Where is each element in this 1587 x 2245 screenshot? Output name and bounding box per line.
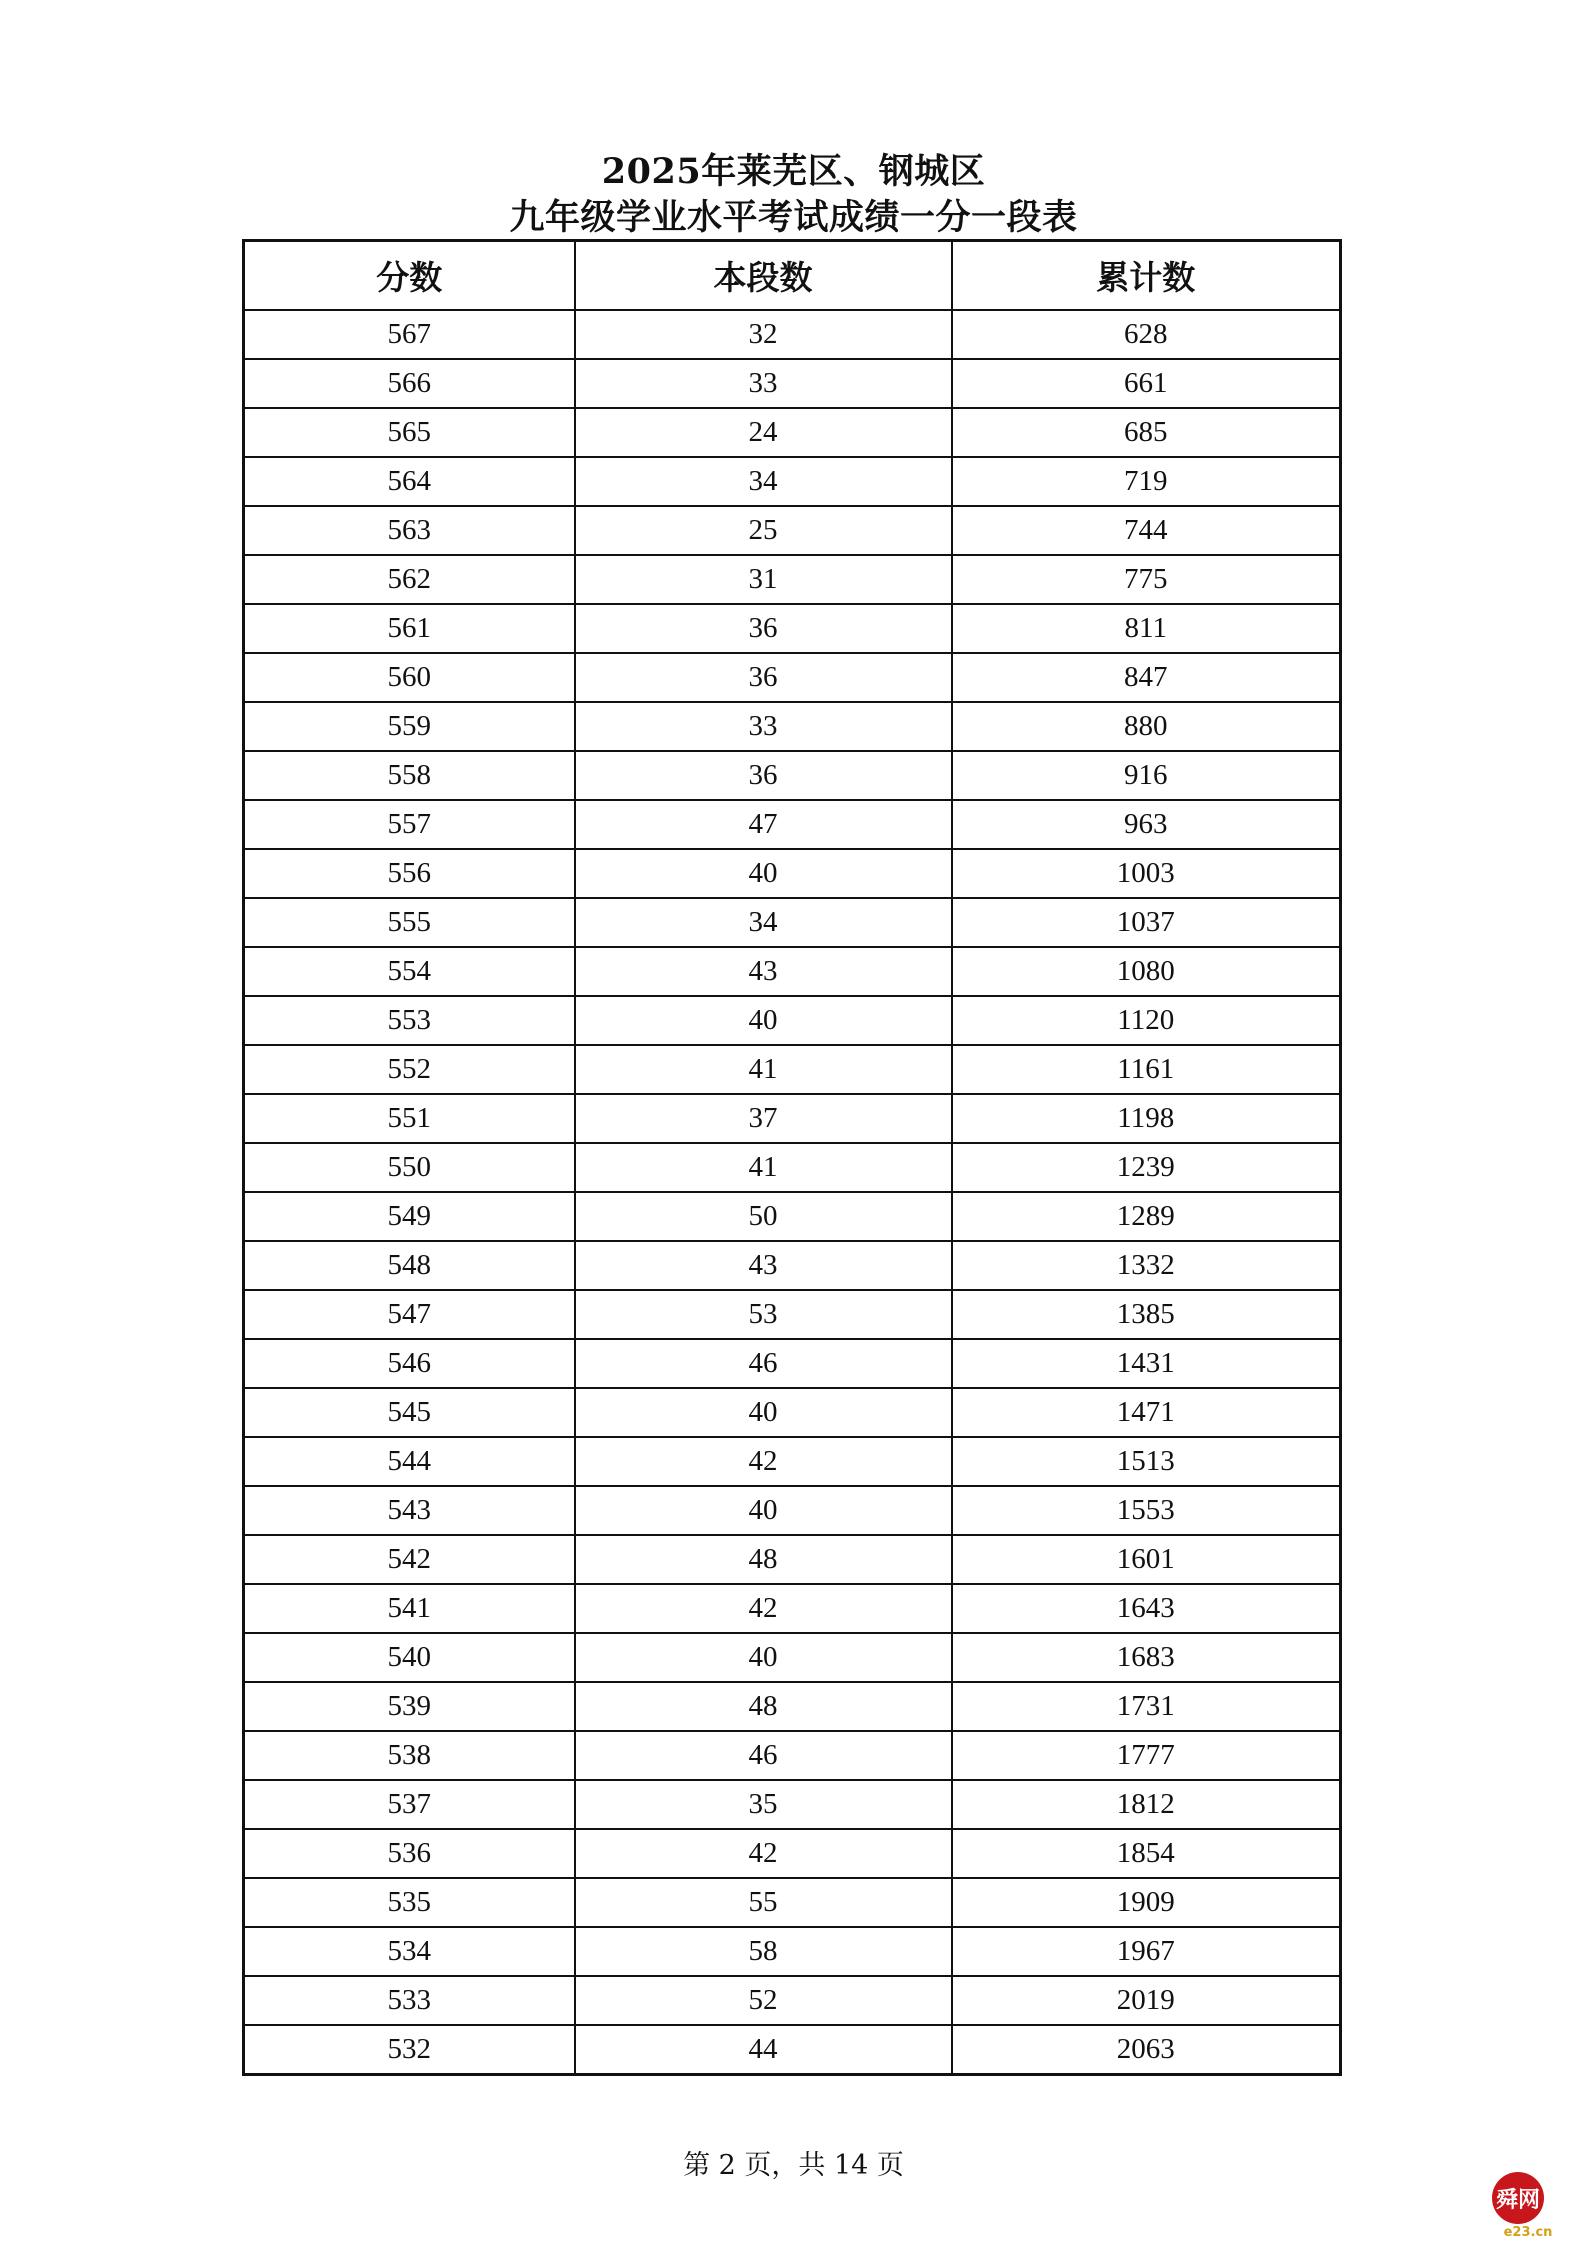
site-logo-watermark — [1488, 2168, 1566, 2240]
score-cell: 555 — [244, 898, 575, 947]
segment-count-cell: 35 — [575, 1780, 952, 1829]
table-row — [244, 555, 1341, 604]
score-cell: 543 — [244, 1486, 575, 1535]
score-cell: 554 — [244, 947, 575, 996]
segment-count-cell: 53 — [575, 1290, 952, 1339]
segment-count-cell: 48 — [575, 1682, 952, 1731]
score-cell: 558 — [244, 751, 575, 800]
table-row — [244, 1143, 1341, 1192]
segment-count-cell: 33 — [575, 359, 952, 408]
table-row — [244, 506, 1341, 555]
cumulative-count-cell: 2019 — [952, 1976, 1341, 2025]
score-cell: 539 — [244, 1682, 575, 1731]
score-cell: 545 — [244, 1388, 575, 1437]
table-row — [244, 408, 1341, 457]
cumulative-count-cell: 963 — [952, 800, 1341, 849]
segment-count-cell: 58 — [575, 1927, 952, 1976]
cumulative-count-cell: 1003 — [952, 849, 1341, 898]
score-cell: 534 — [244, 1927, 575, 1976]
table-row — [244, 1388, 1341, 1437]
cumulative-count-cell: 1080 — [952, 947, 1341, 996]
segment-count-cell: 36 — [575, 751, 952, 800]
document-title-line1: 2025年莱芜区、钢城区 — [601, 151, 986, 192]
segment-count-cell: 32 — [575, 310, 952, 359]
score-cell: 536 — [244, 1829, 575, 1878]
cumulative-count-cell: 1909 — [952, 1878, 1341, 1927]
cumulative-count-cell: 1198 — [952, 1094, 1341, 1143]
cumulative-count-cell: 2063 — [952, 2025, 1341, 2075]
score-cell: 535 — [244, 1878, 575, 1927]
segment-count-cell: 52 — [575, 1976, 952, 2025]
segment-count-cell: 44 — [575, 2025, 952, 2075]
table-row — [244, 1437, 1341, 1486]
score-cell: 565 — [244, 408, 575, 457]
score-cell: 542 — [244, 1535, 575, 1584]
score-distribution-table — [242, 239, 1342, 2076]
cumulative-count-cell: 811 — [952, 604, 1341, 653]
table-row — [244, 1241, 1341, 1290]
table-row — [244, 1780, 1341, 1829]
score-cell: 560 — [244, 653, 575, 702]
table-row — [244, 898, 1341, 947]
cumulative-count-cell: 1037 — [952, 898, 1341, 947]
cumulative-count-cell: 1643 — [952, 1584, 1341, 1633]
segment-count-cell: 36 — [575, 653, 952, 702]
column-header-cumulative-count: 累计数 — [952, 241, 1341, 311]
score-cell: 546 — [244, 1339, 575, 1388]
score-cell: 550 — [244, 1143, 575, 1192]
segment-count-cell: 24 — [575, 408, 952, 457]
logo-mark-text: 舜网 — [1495, 2188, 1541, 2213]
column-header-score: 分数 — [244, 241, 575, 311]
table-row — [244, 1486, 1341, 1535]
score-cell: 547 — [244, 1290, 575, 1339]
table-row — [244, 457, 1341, 506]
cumulative-count-cell: 1513 — [952, 1437, 1341, 1486]
table-row — [244, 702, 1341, 751]
cumulative-count-cell: 719 — [952, 457, 1341, 506]
segment-count-cell: 42 — [575, 1437, 952, 1486]
segment-count-cell: 34 — [575, 898, 952, 947]
page-number-footer: 第 2 页，共 14 页 — [683, 2150, 904, 2181]
table-row — [244, 1535, 1341, 1584]
segment-count-cell: 40 — [575, 1486, 952, 1535]
table-row — [244, 1045, 1341, 1094]
logo-site-text: e23.cn — [1503, 2225, 1553, 2240]
cumulative-count-cell: 847 — [952, 653, 1341, 702]
cumulative-count-cell: 916 — [952, 751, 1341, 800]
cumulative-count-cell: 1967 — [952, 1927, 1341, 1976]
score-cell: 566 — [244, 359, 575, 408]
cumulative-count-cell: 1385 — [952, 1290, 1341, 1339]
table-row — [244, 1584, 1341, 1633]
segment-count-cell: 41 — [575, 1143, 952, 1192]
cumulative-count-cell: 1120 — [952, 996, 1341, 1045]
score-cell: 553 — [244, 996, 575, 1045]
segment-count-cell: 46 — [575, 1731, 952, 1780]
segment-count-cell: 31 — [575, 555, 952, 604]
score-cell: 561 — [244, 604, 575, 653]
cumulative-count-cell: 628 — [952, 310, 1341, 359]
segment-count-cell: 47 — [575, 800, 952, 849]
score-cell: 538 — [244, 1731, 575, 1780]
score-cell: 537 — [244, 1780, 575, 1829]
cumulative-count-cell: 744 — [952, 506, 1341, 555]
score-cell: 556 — [244, 849, 575, 898]
score-cell: 567 — [244, 310, 575, 359]
segment-count-cell: 37 — [575, 1094, 952, 1143]
segment-count-cell: 55 — [575, 1878, 952, 1927]
table-row — [244, 1829, 1341, 1878]
segment-count-cell: 42 — [575, 1829, 952, 1878]
cumulative-count-cell: 1553 — [952, 1486, 1341, 1535]
table-row — [244, 604, 1341, 653]
document-title-line2: 九年级学业水平考试成绩一分一段表 — [509, 197, 1078, 238]
column-header-segment-count: 本段数 — [575, 241, 952, 311]
cumulative-count-cell: 1161 — [952, 1045, 1341, 1094]
score-cell: 541 — [244, 1584, 575, 1633]
cumulative-count-cell: 661 — [952, 359, 1341, 408]
segment-count-cell: 25 — [575, 506, 952, 555]
segment-count-cell: 43 — [575, 1241, 952, 1290]
score-cell: 551 — [244, 1094, 575, 1143]
table-row — [244, 1094, 1341, 1143]
segment-count-cell: 40 — [575, 996, 952, 1045]
segment-count-cell: 50 — [575, 1192, 952, 1241]
segment-count-cell: 46 — [575, 1339, 952, 1388]
cumulative-count-cell: 1601 — [952, 1535, 1341, 1584]
cumulative-count-cell: 880 — [952, 702, 1341, 751]
score-cell: 557 — [244, 800, 575, 849]
cumulative-count-cell: 1332 — [952, 1241, 1341, 1290]
table-row — [244, 1927, 1341, 1976]
segment-count-cell: 40 — [575, 1388, 952, 1437]
table-row — [244, 996, 1341, 1045]
segment-count-cell: 40 — [575, 849, 952, 898]
table-row — [244, 1682, 1341, 1731]
segment-count-cell: 48 — [575, 1535, 952, 1584]
score-cell: 533 — [244, 1976, 575, 2025]
score-cell: 532 — [244, 2025, 575, 2075]
segment-count-cell: 34 — [575, 457, 952, 506]
score-cell: 563 — [244, 506, 575, 555]
cumulative-count-cell: 1731 — [952, 1682, 1341, 1731]
score-cell: 548 — [244, 1241, 575, 1290]
score-cell: 564 — [244, 457, 575, 506]
table-row — [244, 1290, 1341, 1339]
cumulative-count-cell: 1431 — [952, 1339, 1341, 1388]
segment-count-cell: 42 — [575, 1584, 952, 1633]
segment-count-cell: 36 — [575, 604, 952, 653]
cumulative-count-cell: 1289 — [952, 1192, 1341, 1241]
cumulative-count-cell: 1854 — [952, 1829, 1341, 1878]
table-row — [244, 1192, 1341, 1241]
table-row — [244, 310, 1341, 359]
score-cell: 552 — [244, 1045, 575, 1094]
table-row — [244, 359, 1341, 408]
table-row — [244, 849, 1341, 898]
table-row — [244, 653, 1341, 702]
score-cell: 562 — [244, 555, 575, 604]
table-row — [244, 1633, 1341, 1682]
segment-count-cell: 33 — [575, 702, 952, 751]
table-row — [244, 1339, 1341, 1388]
score-cell: 559 — [244, 702, 575, 751]
table-row — [244, 947, 1341, 996]
segment-count-cell: 43 — [575, 947, 952, 996]
score-cell: 540 — [244, 1633, 575, 1682]
table-header-row — [244, 241, 1341, 311]
cumulative-count-cell: 1683 — [952, 1633, 1341, 1682]
cumulative-count-cell: 1777 — [952, 1731, 1341, 1780]
cumulative-count-cell: 775 — [952, 555, 1341, 604]
table-row — [244, 751, 1341, 800]
cumulative-count-cell: 1812 — [952, 1780, 1341, 1829]
table-row — [244, 1878, 1341, 1927]
cumulative-count-cell: 1239 — [952, 1143, 1341, 1192]
table-row — [244, 1731, 1341, 1780]
segment-count-cell: 40 — [575, 1633, 952, 1682]
segment-count-cell: 41 — [575, 1045, 952, 1094]
cumulative-count-cell: 685 — [952, 408, 1341, 457]
score-cell: 544 — [244, 1437, 575, 1486]
table-row — [244, 1976, 1341, 2025]
table-row — [244, 800, 1341, 849]
score-cell: 549 — [244, 1192, 575, 1241]
table-row — [244, 2025, 1341, 2075]
cumulative-count-cell: 1471 — [952, 1388, 1341, 1437]
